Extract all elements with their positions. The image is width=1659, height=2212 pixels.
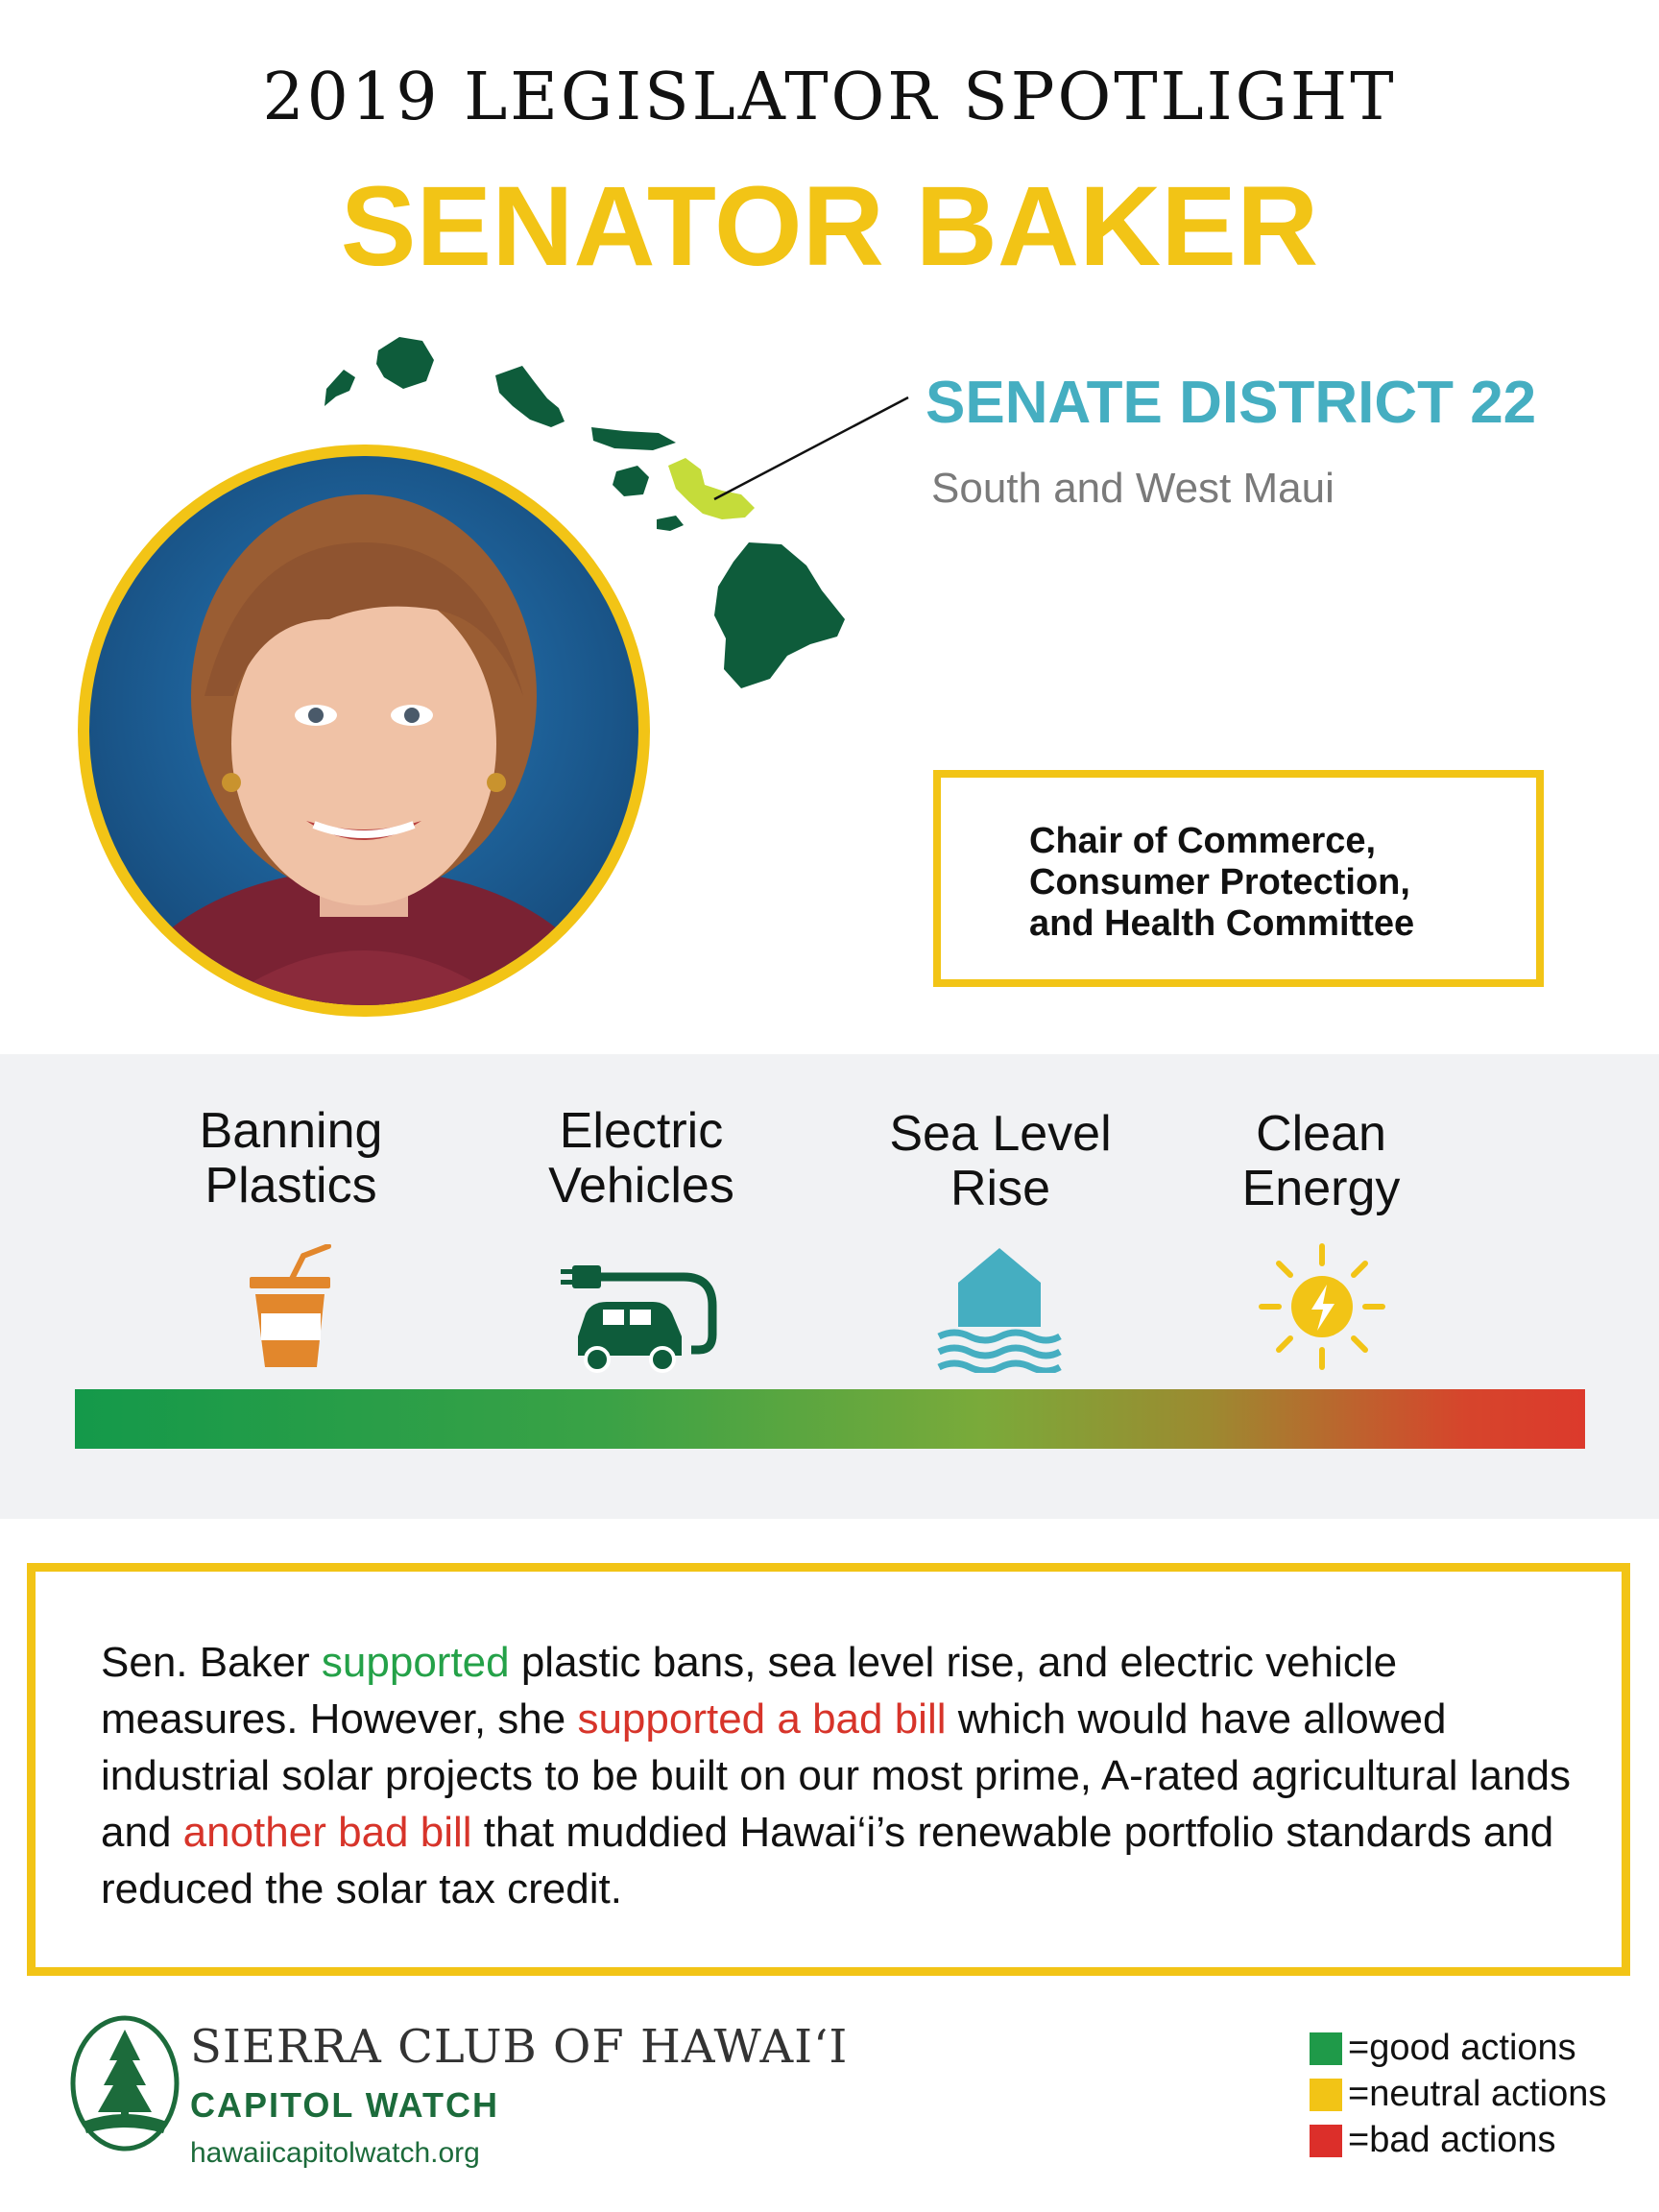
big-island xyxy=(714,542,845,688)
sun-bolt-icon xyxy=(1258,1242,1386,1371)
summary-bad-bill-2: another bad bill xyxy=(182,1809,472,1856)
sierra-club-logo-icon xyxy=(69,2014,180,2152)
summary-bad-bill-1: supported a bad bill xyxy=(577,1695,947,1743)
molokai-island xyxy=(591,427,676,450)
org-subtitle: CAPITOL WATCH xyxy=(190,2085,499,2125)
committee-line-3: and Health Committee xyxy=(1029,903,1415,944)
topic-label-line2: Vehicles xyxy=(548,1158,734,1214)
district-title: SENATE DISTRICT 22 xyxy=(926,370,1537,436)
topic-electric-vehicles xyxy=(497,1104,785,1214)
legend-swatch-green xyxy=(1310,2032,1342,2065)
kauai-island xyxy=(376,337,434,389)
topic-label-line1: Clean xyxy=(1256,1106,1386,1162)
topic-label-line2: Plastics xyxy=(204,1158,377,1214)
legend-good xyxy=(1310,2028,1576,2069)
topic-label-line2: Rise xyxy=(950,1161,1051,1216)
legend-swatch-red xyxy=(1310,2125,1342,2157)
legend-bad xyxy=(1310,2120,1556,2161)
district-subtitle: South and West Maui xyxy=(931,465,1334,512)
committee-line-1: Chair of Commerce, xyxy=(1029,821,1377,861)
summary-part: Sen. Baker xyxy=(101,1639,322,1686)
senator-portrait xyxy=(89,456,638,1005)
legend-label: =neutral actions xyxy=(1348,2074,1607,2114)
spotlight-title: 2019 LEGISLATOR SPOTLIGHT xyxy=(262,60,1397,135)
cup-icon xyxy=(246,1244,336,1371)
topic-banning-plastics xyxy=(147,1104,435,1214)
kahoolawe-island xyxy=(657,516,684,531)
electric-car-icon xyxy=(559,1248,722,1373)
org-url-link[interactable]: hawaiicapitolwatch.org xyxy=(190,2137,480,2169)
legend-label: =good actions xyxy=(1348,2028,1576,2068)
topic-label-line1: Electric xyxy=(559,1103,724,1159)
summary-text xyxy=(101,1634,1579,1917)
topic-label-line1: Banning xyxy=(199,1103,383,1159)
legend-neutral xyxy=(1310,2074,1606,2115)
niihau-island xyxy=(325,370,355,406)
summary-supported-good: supported xyxy=(321,1639,510,1686)
topic-sea-level-rise xyxy=(856,1107,1144,1216)
org-name: SIERRA CLUB OF HAWAI‘I xyxy=(190,2020,849,2074)
committee-text xyxy=(1029,821,1480,945)
house-waves-icon xyxy=(937,1244,1062,1373)
district-pointer-line xyxy=(710,392,922,507)
summary-part: plastic bans, sea level rise, and electric vehicle measures. However, she xyxy=(101,1639,1398,1743)
lanai-island xyxy=(613,466,649,496)
senator-name-title: SENATOR BAKER xyxy=(340,163,1319,290)
legend-label: =bad actions xyxy=(1348,2120,1556,2160)
committee-line-2: Consumer Protection, xyxy=(1029,862,1410,902)
topic-label-line2: Energy xyxy=(1241,1161,1401,1216)
summary-part: that muddied Hawai‘i’s renewable portfolio standards and reduced the solar tax credit. xyxy=(101,1809,1554,1912)
legend-swatch-yellow xyxy=(1310,2079,1342,2111)
rating-gradient-bar xyxy=(75,1389,1585,1449)
topic-clean-energy xyxy=(1177,1107,1465,1216)
topic-label-line1: Sea Level xyxy=(889,1106,1112,1162)
summary-part: which would have allowed industrial solar projects to be built on our most prime, A-rated agricultural lands and xyxy=(101,1695,1571,1856)
oahu-island xyxy=(495,366,565,427)
